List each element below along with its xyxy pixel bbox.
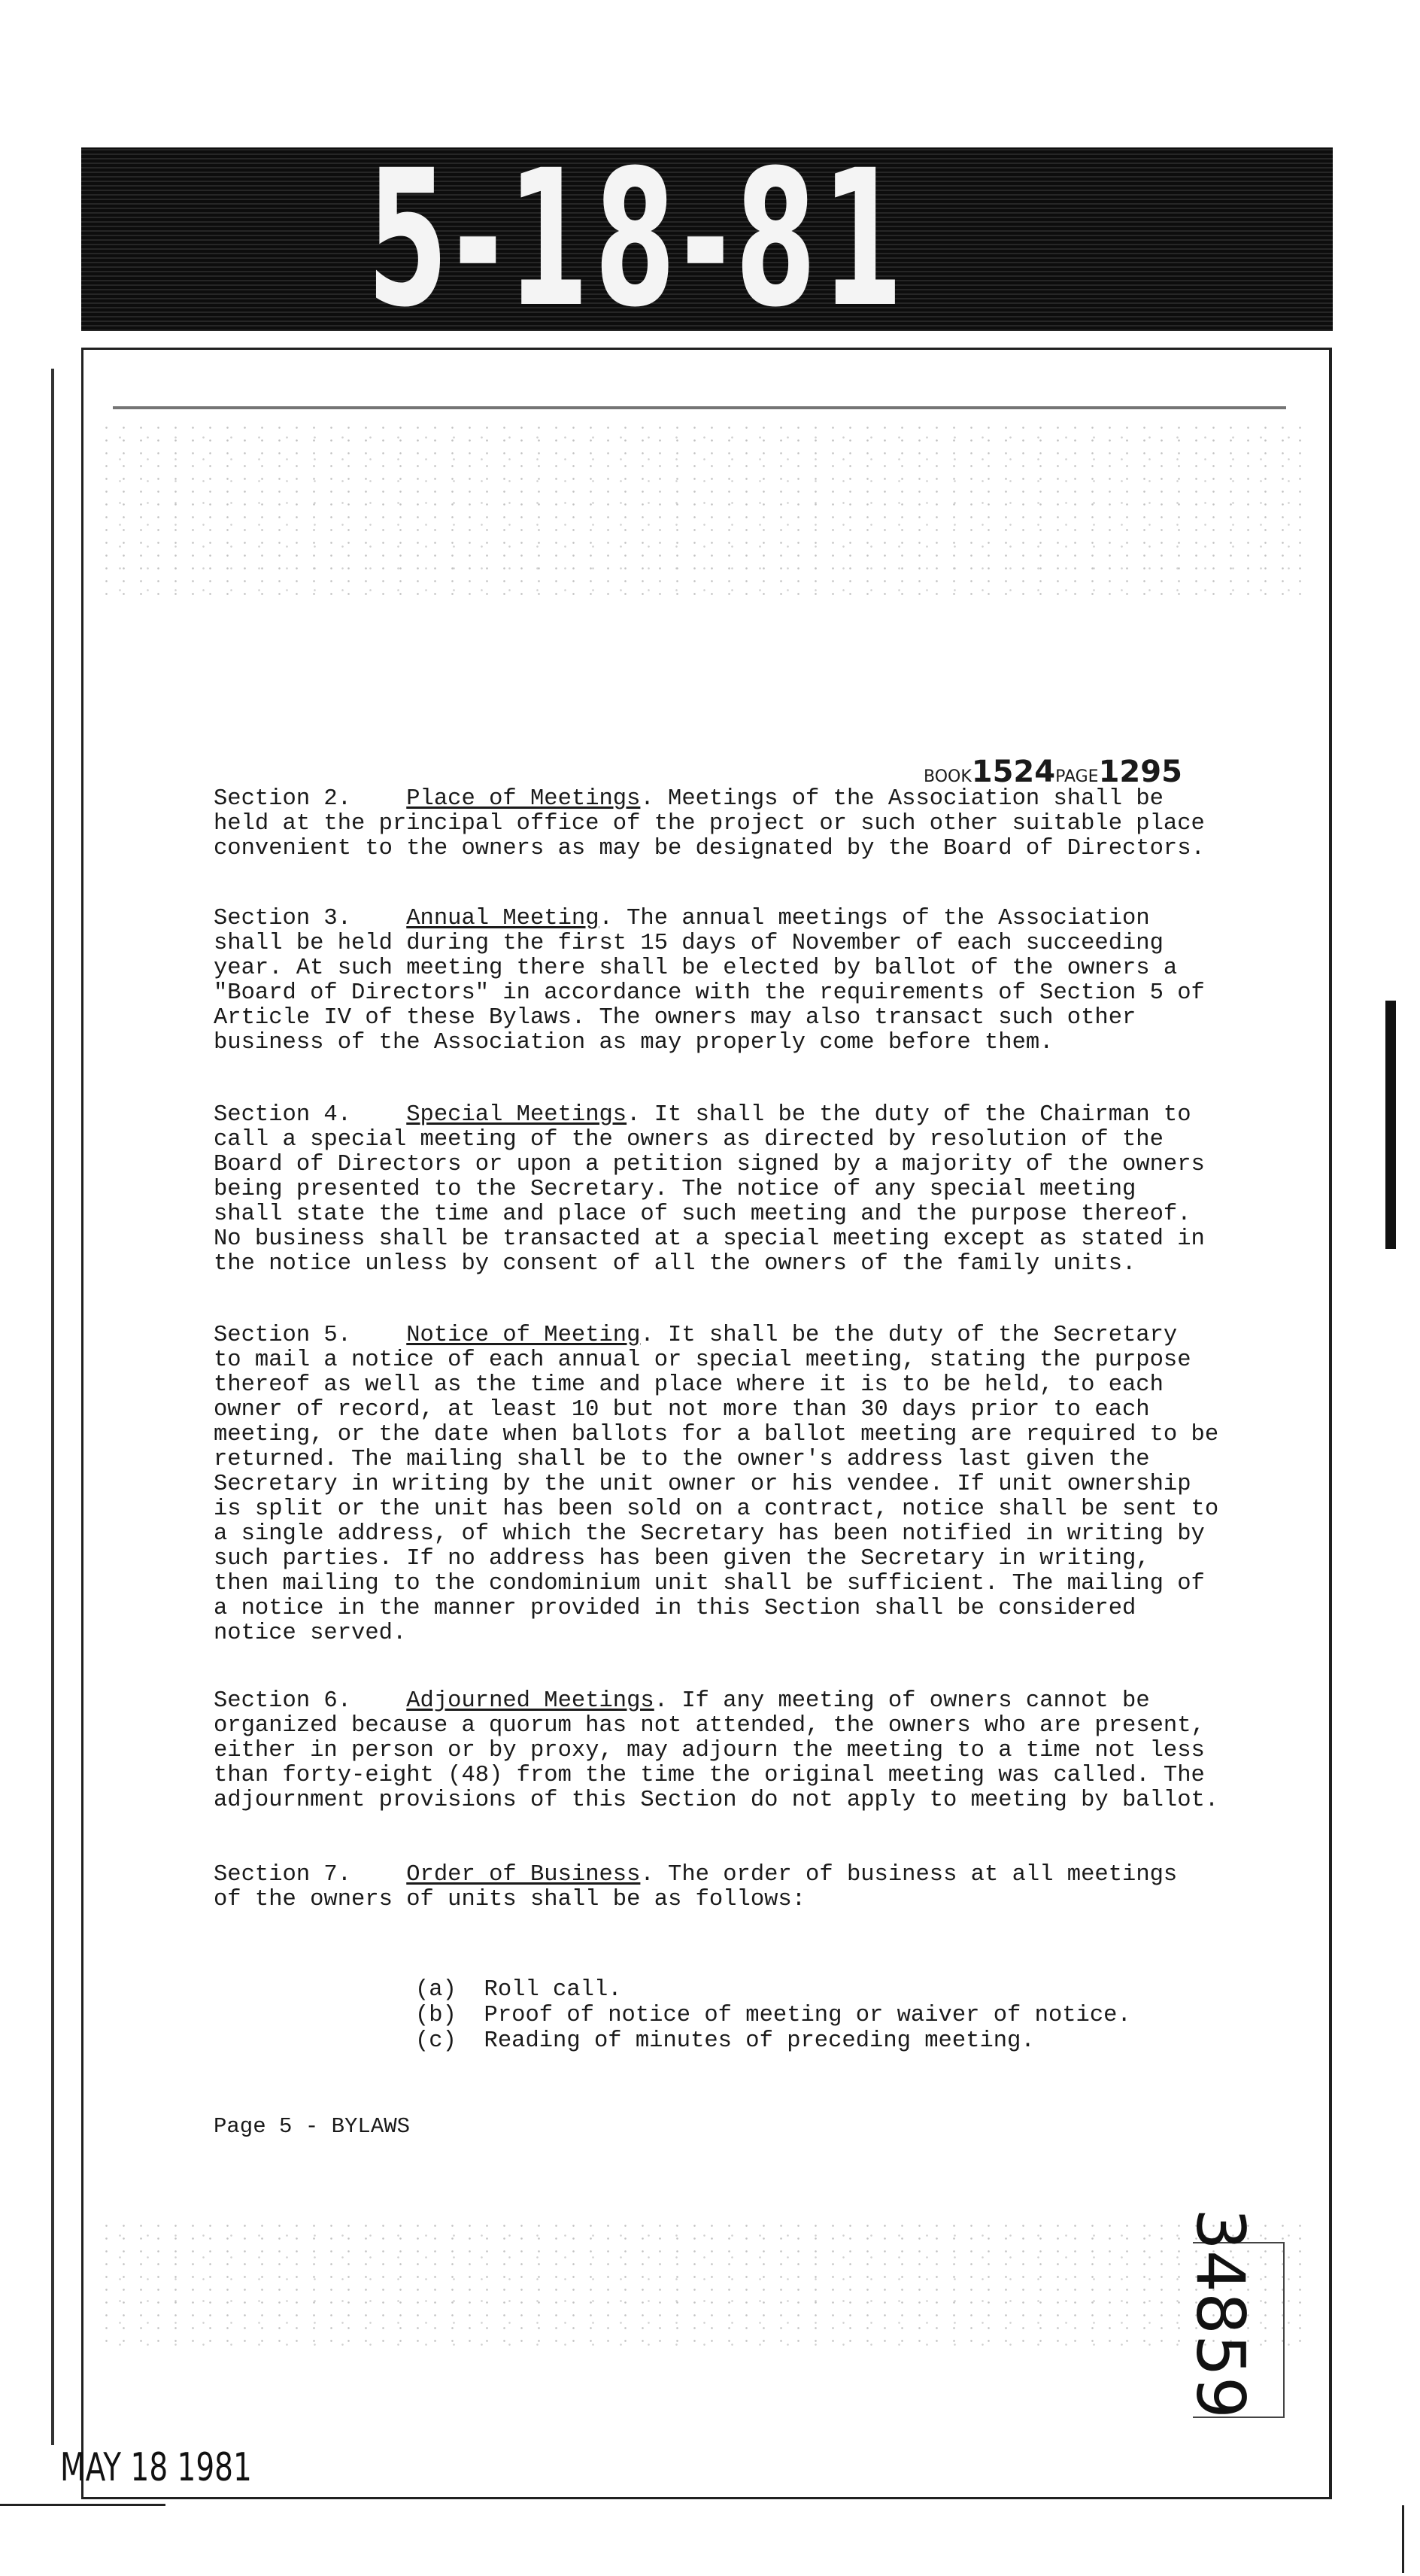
section-7	[214, 1863, 1274, 1912]
page-footer: Page 5 - BYLAWS	[214, 2114, 411, 2139]
section-title: Notice of Meeting	[406, 1323, 641, 1348]
book-page-reference	[924, 755, 1182, 789]
book-number: 1524	[971, 755, 1056, 789]
scan-edge	[51, 369, 54, 2445]
list-marker: (b)	[415, 2003, 457, 2028]
section-6	[214, 1689, 1274, 1813]
section-label: Section 2.	[214, 786, 352, 812]
document-number-stamp: 34859	[1182, 2208, 1259, 2419]
section-body: shall be held during the first 15 days of November of each succeeding year. At such meeting there shall be elected by ballot of the owners a "Board of Directors" in accordance with the requirements of Section 5 of Article IV of these Bylaws. The owners may also transact such other business of the Association as may properly come before them.	[214, 931, 1205, 1056]
section-body: organized because a quorum has not attended, the owners who are present, either in person or by proxy, may adjourn the meeting to a time not less than forty-eight (48) from the time the original meeting was called. The adjournment provisions of this Section do not apply to meeting by ballot.	[214, 1713, 1219, 1813]
section-3	[214, 907, 1274, 1056]
section-body: to mail a notice of each annual or special meeting, stating the purpose thereof as well as the time and place where it is to be held, to each owner of record, at least 10 but not more than 30 days prior to each meeting, or the date when ballots for a ballot meeting are required to be returned. The mailing shall be to the owner's address last given the Secretary in writing by the unit owner or his vendee. If unit ownership is split or the unit has been sold on a contract, notice shall be sent to a single address, of which the Secretary has been notified in writing by such parties. If no address has been given the Secretary in writing, then mailing to the condominium unit shall be sufficient. The mailing of a notice in the manner provided in this Section shall be considered notice served.	[214, 1347, 1219, 1646]
section-title: Adjourned Meetings	[406, 1688, 654, 1714]
order-of-business-list	[415, 1977, 1131, 2054]
list-item	[415, 1977, 1131, 2003]
bottom-rule	[0, 2504, 165, 2506]
section-first-line: . It shall be the duty of the Secretary	[640, 1323, 1178, 1348]
section-4	[214, 1103, 1274, 1277]
section-5	[214, 1323, 1274, 1646]
section-first-line: . The order of business at all meetings	[640, 1862, 1178, 1888]
section-label: Section 4.	[214, 1102, 352, 1128]
book-label: BOOK	[924, 767, 972, 786]
section-title: Annual Meeting	[406, 906, 599, 931]
list-text: Proof of notice of meeting or waiver of notice.	[484, 2003, 1131, 2028]
banner-date: 5-18-81	[367, 147, 909, 331]
list-marker: (a)	[415, 1977, 457, 2003]
section-body: call a special meeting of the owners as directed by resolution of the Board of Directors or upon a petition signed by a majority of the owners being presented to the Secretary. The notice of any special meeting shall state the time and place of such meeting and the purpose thereof. No business shall be transacted at a special meeting except as stated in the notice unless by consent of all the owners of the family units.	[214, 1127, 1205, 1277]
section-title: Special Meetings	[406, 1102, 627, 1128]
section-label: Section 5.	[214, 1323, 352, 1348]
top-rule	[113, 406, 1286, 409]
list-text: Roll call.	[484, 1977, 622, 2003]
list-text: Reading of minutes of preceding meeting.	[484, 2028, 1035, 2054]
margin-tick	[1402, 2505, 1404, 2573]
margin-bar	[1385, 1001, 1396, 1249]
section-first-line: . If any meeting of owners cannot be	[654, 1688, 1150, 1714]
section-first-line: . The annual meetings of the Association	[599, 906, 1150, 931]
scan-noise-top	[98, 421, 1309, 602]
list-item	[415, 2003, 1131, 2028]
list-marker: (c)	[415, 2028, 457, 2054]
section-body: held at the principal office of the project or such other suitable place convenient to the owners as may be designated by the Board of Directors.	[214, 811, 1205, 861]
page-label: PAGE	[1055, 767, 1099, 786]
section-2	[214, 787, 1274, 861]
scan-noise-bottom	[98, 2219, 1309, 2347]
section-title: Place of Meetings	[406, 786, 641, 812]
section-label: Section 6.	[214, 1688, 352, 1714]
received-date-stamp: MAY 18 1981	[60, 2445, 252, 2490]
date-banner	[81, 147, 1333, 331]
list-item	[415, 2028, 1131, 2054]
section-title: Order of Business	[406, 1862, 641, 1888]
section-first-line: . Meetings of the Association shall be	[640, 786, 1164, 812]
section-body: of the owners of units shall be as follows:	[214, 1887, 806, 1912]
section-label: Section 7.	[214, 1862, 352, 1888]
section-label: Section 3.	[214, 906, 352, 931]
page-number: 1295	[1098, 755, 1182, 789]
section-first-line: . It shall be the duty of the Chairman to	[627, 1102, 1191, 1128]
